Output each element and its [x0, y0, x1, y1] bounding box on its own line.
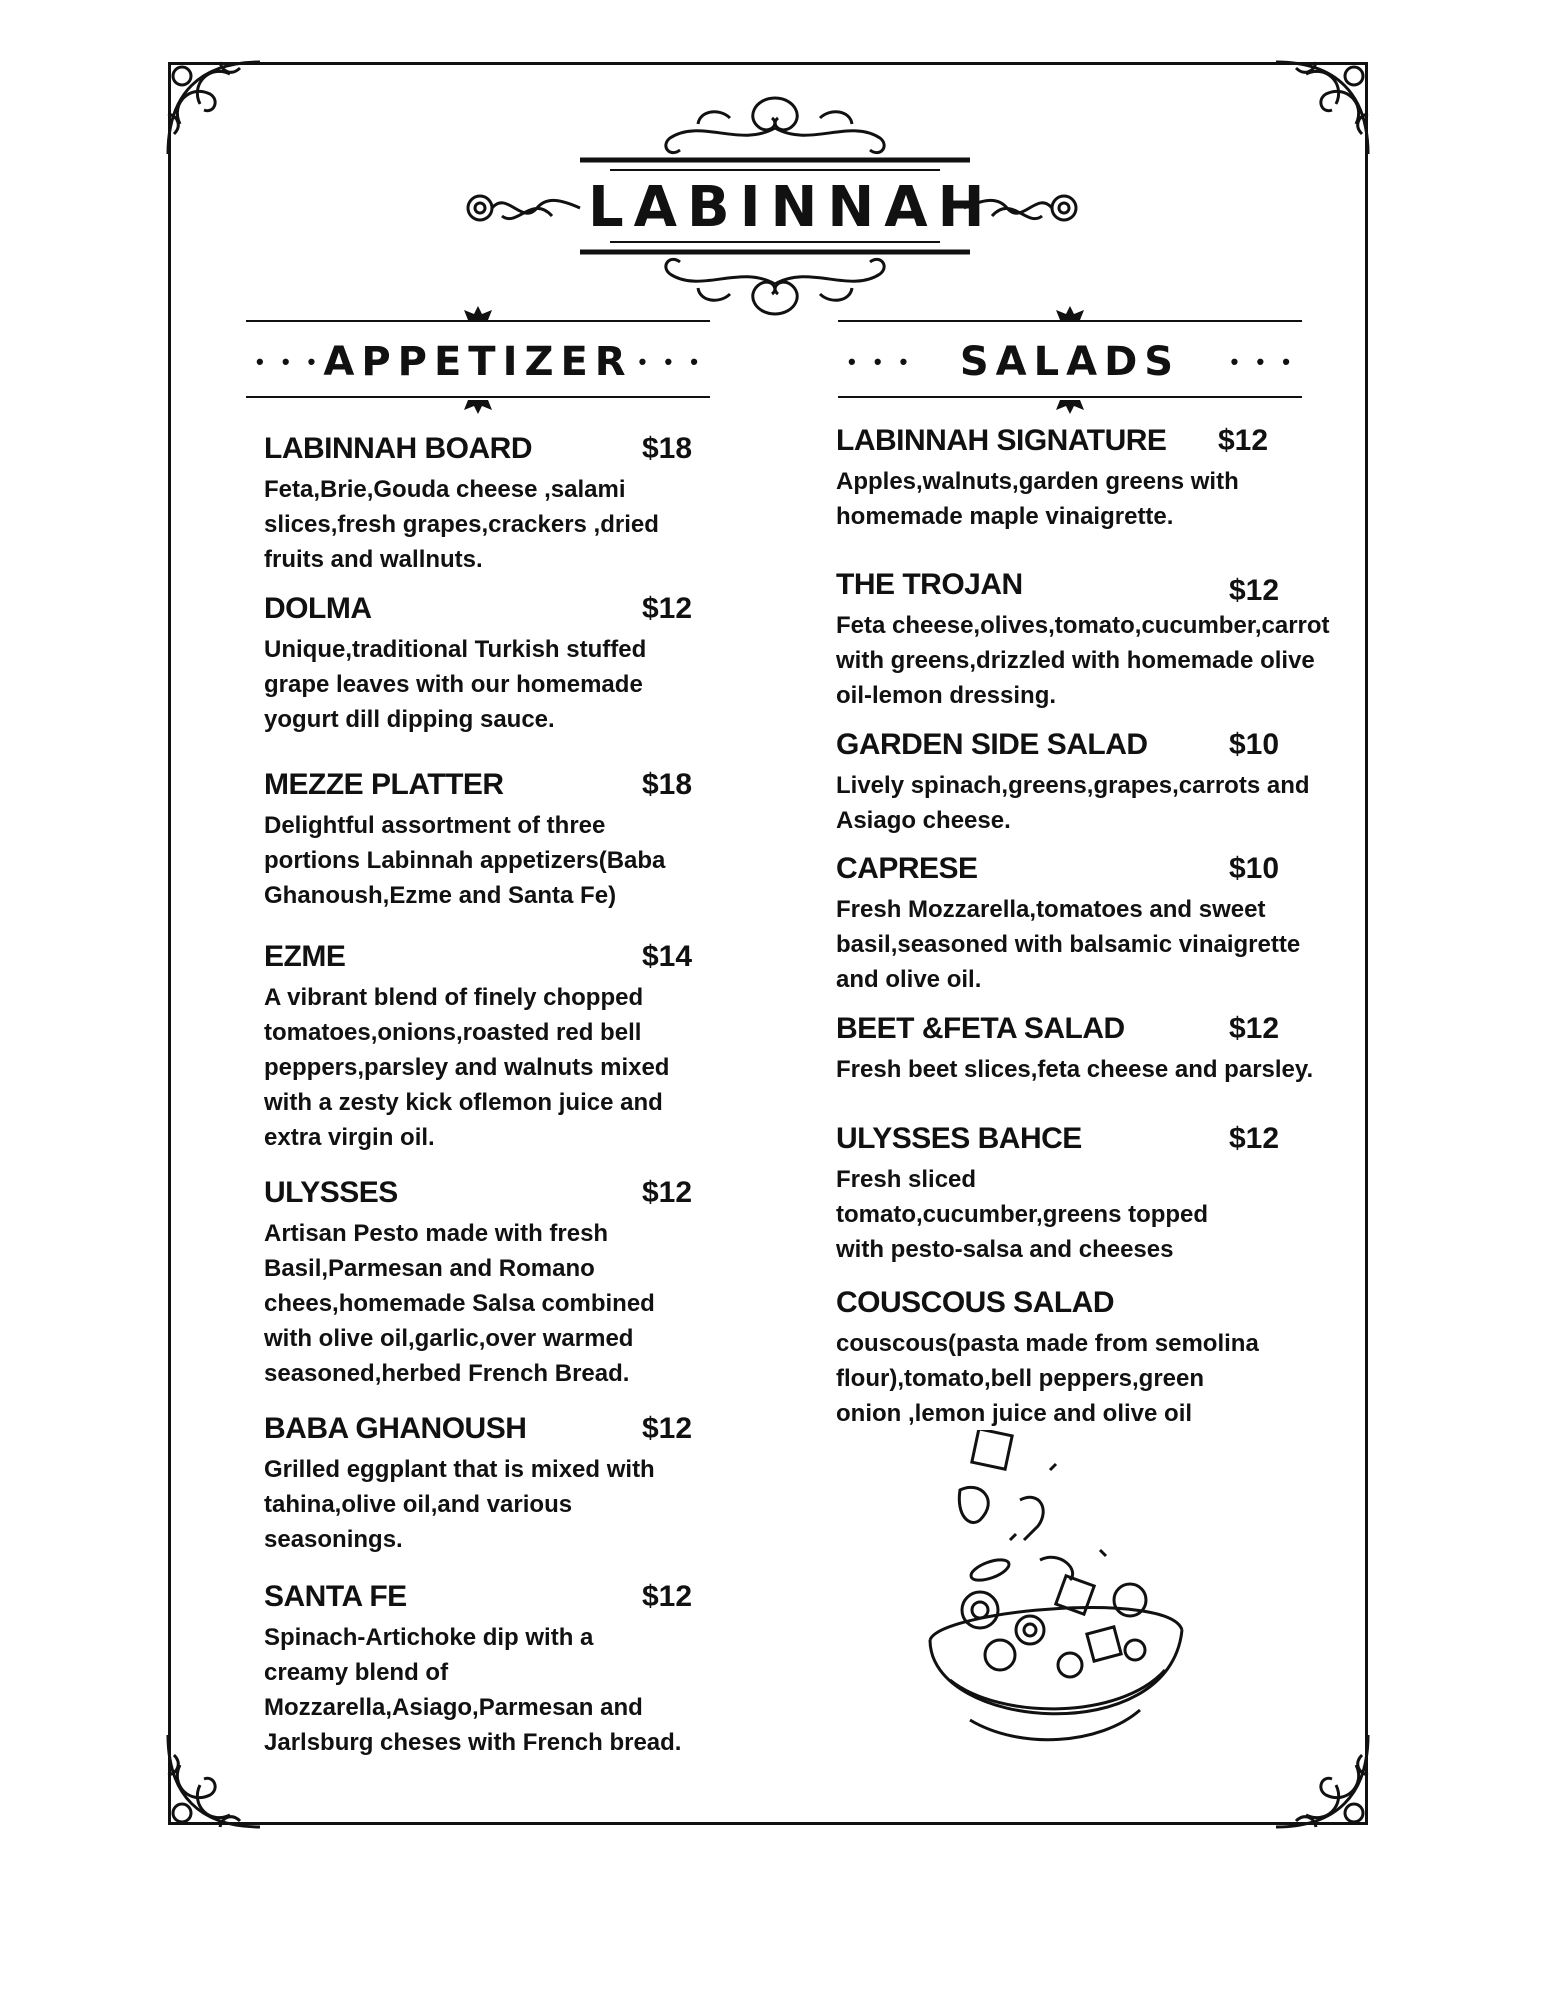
item-description: Apples,walnuts,garden greens with homemade maple vinaigrette.	[836, 468, 1239, 530]
item-price: $12	[642, 1412, 693, 1445]
item-price: $12	[642, 592, 693, 625]
crown-ornament-icon	[448, 398, 508, 416]
section-title: SALADS	[959, 339, 1181, 385]
item-price: $10	[1229, 728, 1280, 761]
item-name: ULYSSES	[264, 1176, 398, 1209]
item-name: EZME	[264, 940, 346, 973]
item-name: GARDEN SIDE SALAD	[836, 728, 1148, 761]
item-price: $12	[1229, 574, 1280, 607]
item-description: Fresh sliced tomato,cucumber,greens topped with pesto-salsa and cheeses	[836, 1166, 1209, 1263]
item-price: $18	[642, 768, 693, 801]
item-description: Fresh Mozzarella,tomatoes and sweet basil,seasoned with balsamic vinaigrette and olive oil.	[836, 896, 1301, 993]
item-name: LABINNAH BOARD	[264, 432, 532, 465]
item-price: $12	[1218, 424, 1269, 457]
restaurant-name: LABINNAH	[588, 175, 995, 240]
dots-right: • • •	[638, 349, 704, 374]
item-description: Grilled eggplant that is mixed with tahina,olive oil,and various seasonings.	[264, 1456, 655, 1553]
corner-ornament-icon	[1266, 54, 1376, 164]
item-description: Spinach-Artichoke dip with a creamy blend of Mozzarella,Asiago,Parmesan and Jarlsburg cheses with French bread.	[264, 1624, 682, 1756]
scroll-flourish-icon	[462, 186, 582, 230]
item-description: Fresh beet slices,feta cheese and parsley.	[836, 1056, 1314, 1083]
item-name: CAPRESE	[836, 852, 978, 885]
appetizer-header	[246, 306, 710, 416]
crown-ornament-icon	[1040, 398, 1100, 416]
item-name: ULYSSES BAHCE	[836, 1122, 1082, 1155]
item-name: COUSCOUS SALAD	[836, 1286, 1115, 1319]
dots-right: • • •	[1230, 349, 1296, 374]
item-description: A vibrant blend of finely chopped tomatoes,onions,roasted red bell peppers,parsley and walnuts mixed with a zesty kick oflemon juice and extra virgin oil.	[264, 984, 670, 1151]
item-price: $12	[642, 1176, 693, 1209]
corner-ornament-icon	[160, 1725, 270, 1835]
item-name: THE TROJAN	[836, 568, 1023, 601]
salads-header	[838, 306, 1302, 416]
item-description: Feta,Brie,Gouda cheese ,salami slices,fresh grapes,crackers ,dried fruits and wallnuts.	[264, 476, 659, 573]
item-description: Feta cheese,olives,tomato,cucumber,carrot with greens,drizzled with homemade olive oil-lemon dressing.	[836, 612, 1330, 709]
item-price: $14	[642, 940, 693, 973]
salad-bowl-icon	[920, 1430, 1190, 1760]
dots-left: • • •	[848, 349, 914, 374]
item-price: $12	[1229, 1012, 1280, 1045]
item-description: Artisan Pesto made with fresh Basil,Parmesan and Romano chees,homemade Salsa combined with olive oil,garlic,over warmed seasoned,herbed French Bread.	[264, 1220, 655, 1387]
item-description: Delightful assortment of three portions Labinnah appetizers(Baba Ghanoush,Ezme and Santa Fe)	[264, 812, 666, 909]
item-name: DOLMA	[264, 592, 372, 625]
item-description: couscous(pasta made from semolina flour),tomato,bell peppers,green onion ,lemon juice and olive oil	[836, 1330, 1259, 1427]
item-name: MEZZE PLATTER	[264, 768, 504, 801]
corner-ornament-icon	[1266, 1725, 1376, 1835]
item-price: $18	[642, 432, 693, 465]
section-title: APPETIZER	[323, 339, 633, 385]
item-name: SANTA FE	[264, 1580, 407, 1613]
item-price: $10	[1229, 852, 1280, 885]
dots-left: • • •	[256, 349, 322, 374]
item-price: $12	[642, 1580, 693, 1613]
item-name: BEET &FETA SALAD	[836, 1012, 1125, 1045]
corner-ornament-icon	[160, 54, 270, 164]
item-price: $12	[1229, 1122, 1280, 1155]
item-description: Unique,traditional Turkish stuffed grape leaves with our homemade yogurt dill dipping sauce.	[264, 636, 647, 733]
crown-ornament-icon	[1040, 304, 1100, 322]
item-name: BABA GHANOUSH	[264, 1412, 527, 1445]
header-flourish-icon	[580, 88, 970, 176]
crown-ornament-icon	[448, 304, 508, 322]
item-description: Lively spinach,greens,grapes,carrots and Asiago cheese.	[836, 772, 1310, 834]
item-name: LABINNAH SIGNATURE	[836, 424, 1167, 457]
